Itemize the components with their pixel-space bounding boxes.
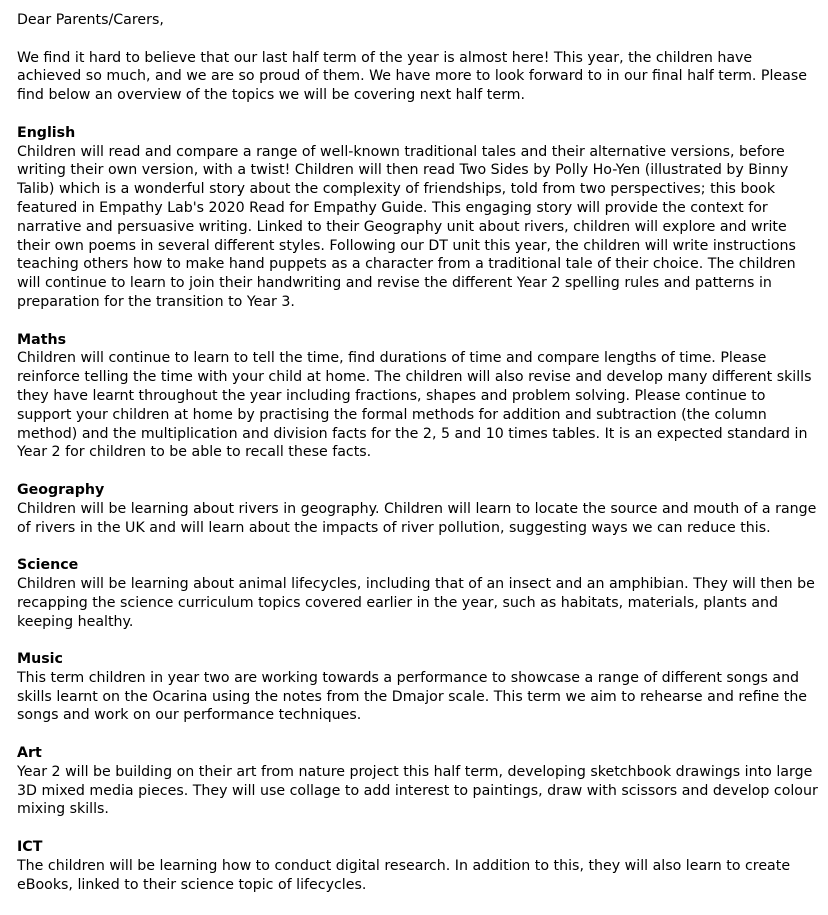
section-art <box>17 744 819 819</box>
section-title-ict: ICT <box>17 839 43 856</box>
section-body-art: Year 2 will be building on their art from nature project this half term, developing sketchbook drawings into large 3D mixed media pieces. They will use collage to add interest to paintings, draw with scissors and develop colour mixing skills. <box>17 763 818 818</box>
section-body-geography: Children will be learning about rivers in geography. Children will learn to locate the source and mouth of a range of rivers in the UK and will learn about the impacts of river pollution, suggesting ways we can reduce this. <box>17 500 817 536</box>
section-title-science: Science <box>17 557 79 574</box>
intro-paragraph: We find it hard to believe that our last half term of the year is almost here! This year, the children have achieved so much, and we are so proud of them. We have more to look forward to in our final half term. Please find below an overview of the topics we will be covering next half term. <box>17 49 807 104</box>
section-english <box>17 124 819 312</box>
section-title-maths: Maths <box>17 331 67 348</box>
letter-document <box>17 11 819 894</box>
greeting: Dear Parents/Carers, <box>17 12 164 28</box>
section-title-art: Art <box>17 745 42 762</box>
section-body-ict: The children will be learning how to conduct digital research. In addition to this, they will also learn to create eBooks, linked to their science topic of lifecycles. <box>17 857 791 893</box>
section-body-maths: Children will continue to learn to tell the time, find durations of time and compare lengths of time. Please reinforce telling the time with your child at home. The children will also revise and develop many different skills they have learnt throughout the year including fractions, shapes and problem solving. Please continue to support your children at home by practising the formal methods for addition and subtraction (the column method) and the multiplication and division facts for the 2, 5 and 10 times tables. It is an expected standard in Year 2 for children to be able to recall these facts. <box>17 350 812 461</box>
section-title-music: Music <box>17 651 63 668</box>
section-body-english: Children will read and compare a range of well-known traditional tales and their alternative versions, before writing their own version, with a twist! Children will then read Two Sides by Polly Ho-Yen (illustrated by Binny Talib) which is a wonderful story about the complexity of friendships, told from two perspectives; this book featured in Empathy Lab's 2020 Read for Empathy Guide. This engaging story will provide the context for narrative and persuasive writing. Linked to their Geography unit about rivers, children will explore and write their own poems in several different styles. Following our DT unit this year, the children will write instructions teaching others how to make hand puppets as a character from a traditional tale of their choice. The children will continue to learn to join their handwriting and revise the different Year 2 spelling rules and patterns in preparation for the transition to Year 3. <box>17 143 796 310</box>
section-title-english: English <box>17 124 76 141</box>
section-geography <box>17 481 819 537</box>
section-title-geography: Geography <box>17 481 105 498</box>
section-science <box>17 556 819 631</box>
section-body-science: Children will be learning about animal lifecycles, including that of an insect and an amphibian. They will then be recapping the science curriculum topics covered earlier in the year, such as habitats, materials, plants and keeping healthy. <box>17 575 815 630</box>
section-music <box>17 650 819 725</box>
section-maths <box>17 331 819 463</box>
section-body-music: This term children in year two are working towards a performance to showcase a range of different songs and skills learnt on the Ocarina using the notes from the Dmajor scale. This term we aim to rehearse and refine the songs and work on our performance techniques. <box>17 669 808 724</box>
section-ict <box>17 838 819 894</box>
